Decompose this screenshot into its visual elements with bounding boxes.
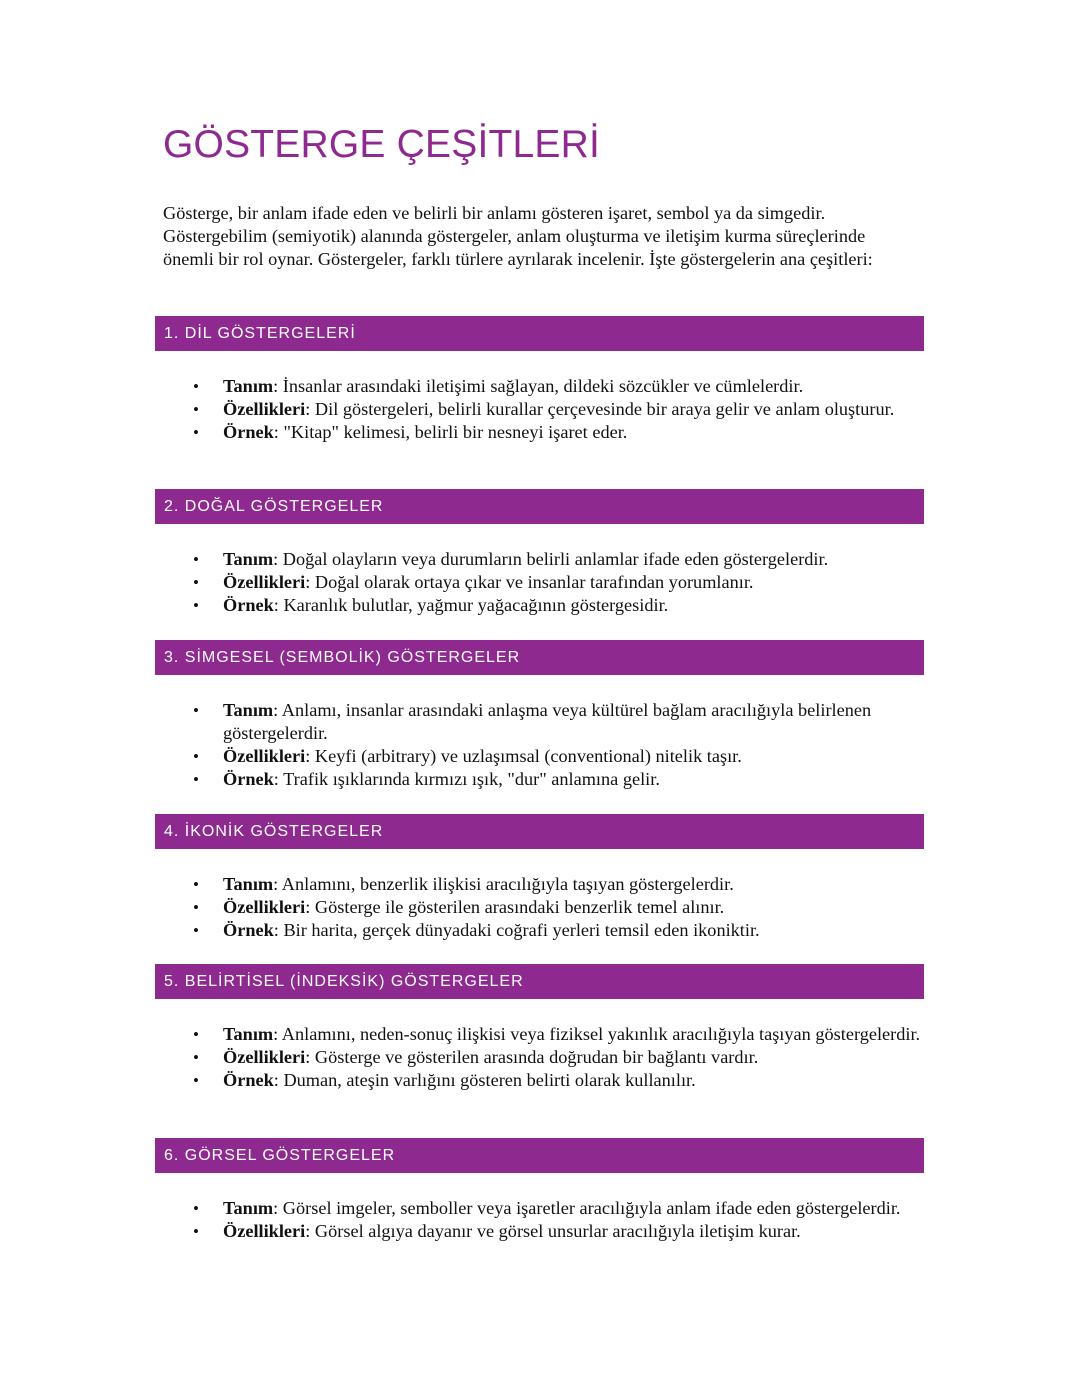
section-heading: 4. İKONİK GÖSTERGELER	[155, 814, 924, 849]
item-label: Örnek	[223, 920, 274, 940]
item-separator: :	[273, 422, 284, 442]
list-item	[155, 594, 923, 617]
section-list	[155, 375, 924, 444]
item-text: Anlamını, benzerlik ilişkisi aracılığıyla taşıyan göstergelerdir.	[281, 874, 734, 894]
section-dogal-gostergeler	[155, 489, 924, 617]
list-item	[155, 1069, 923, 1092]
item-text: Bir harita, gerçek dünyadaki coğrafi yerleri temsil eden ikoniktir.	[283, 920, 760, 940]
item-separator: :	[305, 399, 315, 419]
item-separator: :	[273, 595, 284, 615]
item-separator: :	[273, 700, 282, 720]
item-text: Gösterge ile gösterilen arasındaki benzerlik temel alınır.	[314, 897, 725, 917]
item-label: Örnek	[223, 1070, 274, 1090]
list-item	[155, 398, 923, 421]
section-list	[155, 548, 924, 617]
item-text: Dil göstergeleri, belirli kurallar çerçevesinde bir araya gelir ve anlam oluşturur.	[314, 399, 895, 419]
item-separator: :	[273, 1070, 284, 1090]
list-item	[155, 699, 923, 745]
item-separator: :	[273, 376, 283, 396]
item-text: "Kitap" kelimesi, belirli bir nesneyi işaret eder.	[283, 422, 628, 442]
section-heading: 1. DİL GÖSTERGELERİ	[155, 316, 924, 351]
list-item	[155, 896, 923, 919]
item-separator: :	[305, 1221, 315, 1241]
section-ikonik-gostergeler	[155, 814, 924, 942]
section-heading: 3. SİMGESEL (SEMBOLİK) GÖSTERGELER	[155, 640, 924, 675]
list-item	[155, 1220, 923, 1243]
section-heading: 6. GÖRSEL GÖSTERGELER	[155, 1138, 924, 1173]
list-item	[155, 745, 923, 768]
item-label: Özellikleri	[223, 399, 306, 419]
section-belirtisel-gostergeler	[155, 964, 924, 1092]
item-label: Tanım	[223, 1198, 274, 1218]
item-text: Karanlık bulutlar, yağmur yağacağının göstergesidir.	[283, 595, 669, 615]
item-text: Doğal olarak ortaya çıkar ve insanlar tarafından yorumlanır.	[314, 572, 754, 592]
section-gorsel-gostergeler	[155, 1138, 924, 1243]
section-simgesel-gostergeler	[155, 640, 924, 791]
item-separator: :	[273, 920, 284, 940]
list-item	[155, 873, 923, 896]
list-item	[155, 375, 923, 398]
list-item	[155, 1046, 923, 1069]
item-text: Doğal olayların veya durumların belirli anlamlar ifade eden göstergelerdir.	[282, 549, 829, 569]
section-list	[155, 873, 924, 942]
item-text: İnsanlar arasındaki iletişimi sağlayan, dildeki sözcükler ve cümlelerdir.	[282, 376, 804, 396]
list-item	[155, 768, 923, 791]
item-separator: :	[273, 874, 282, 894]
item-label: Tanım	[223, 376, 274, 396]
item-label: Örnek	[223, 422, 274, 442]
page-title: GÖSTERGE ÇEŞİTLERİ	[163, 123, 601, 166]
item-label: Tanım	[223, 700, 274, 720]
list-item	[155, 1023, 923, 1046]
intro-paragraph: Gösterge, bir anlam ifade eden ve belirli bir anlamı gösteren işaret, sembol ya da simgedir. Göstergebilim (semiyotik) alanında göstergeler, anlam oluşturma ve iletişim kurma süreçlerinde önemli bir rol oynar. Göstergeler, farklı türlere ayrılarak incelenir. İşte göstergelerin ana çeşitleri:	[163, 203, 873, 269]
item-separator: :	[305, 572, 315, 592]
item-label: Özellikleri	[223, 1221, 306, 1241]
section-list	[155, 1023, 924, 1092]
section-dil-gostergeleri	[155, 316, 924, 444]
item-label: Tanım	[223, 549, 274, 569]
list-item	[155, 1197, 923, 1220]
item-text: Duman, ateşin varlığını gösteren belirti olarak kullanılır.	[283, 1070, 696, 1090]
item-separator: :	[273, 1024, 282, 1044]
item-text: Keyfi (arbitrary) ve uzlaşımsal (conventional) nitelik taşır.	[314, 746, 742, 766]
item-label: Özellikleri	[223, 572, 306, 592]
item-label: Özellikleri	[223, 1047, 306, 1067]
item-separator: :	[273, 549, 283, 569]
item-separator: :	[273, 769, 284, 789]
list-item	[155, 919, 923, 942]
item-text: Görsel algıya dayanır ve görsel unsurlar aracılığıyla iletişim kurar.	[314, 1221, 801, 1241]
item-separator: :	[273, 1198, 283, 1218]
section-heading: 5. BELİRTİSEL (İNDEKSİK) GÖSTERGELER	[155, 964, 924, 999]
list-item	[155, 571, 923, 594]
item-separator: :	[305, 1047, 315, 1067]
list-item	[155, 421, 923, 444]
item-label: Örnek	[223, 769, 274, 789]
item-label: Özellikleri	[223, 897, 306, 917]
list-item	[155, 548, 923, 571]
item-separator: :	[305, 897, 315, 917]
item-text: Gösterge ve gösterilen arasında doğrudan bir bağlantı vardır.	[314, 1047, 759, 1067]
section-heading: 2. DOĞAL GÖSTERGELER	[155, 489, 924, 524]
item-label: Özellikleri	[223, 746, 306, 766]
section-list	[155, 699, 924, 791]
item-separator: :	[305, 746, 315, 766]
item-label: Örnek	[223, 595, 274, 615]
item-label: Tanım	[223, 874, 274, 894]
section-list	[155, 1197, 924, 1243]
item-text: Görsel imgeler, semboller veya işaretler aracılığıyla anlam ifade eden göstergelerdir.	[282, 1198, 901, 1218]
item-text: Anlamını, neden-sonuç ilişkisi veya fiziksel yakınlık aracılığıyla taşıyan göstergelerdir.	[281, 1024, 921, 1044]
item-text: Anlamı, insanlar arasındaki anlaşma veya kültürel bağlam aracılığıyla belirlenen göstergelerdir.	[223, 700, 872, 743]
item-text: Trafik ışıklarında kırmızı ışık, "dur" anlamına gelir.	[283, 769, 660, 789]
item-label: Tanım	[223, 1024, 274, 1044]
